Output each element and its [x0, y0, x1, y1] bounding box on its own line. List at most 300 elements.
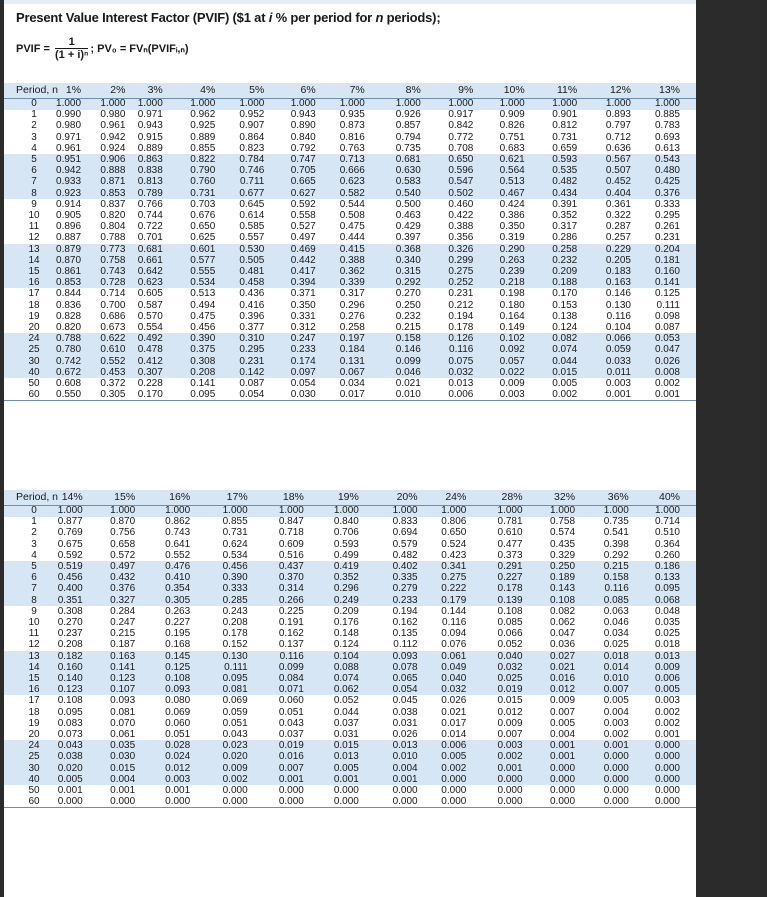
factor-cell: 0.009 [550, 695, 576, 707]
period-cell: 15 [28, 673, 40, 684]
factor-cell: 0.070 [110, 717, 136, 729]
factor-cell: 0.766 [137, 198, 163, 210]
period-cell: 14 [28, 254, 40, 266]
factor-cell: 0.126 [448, 333, 474, 345]
factor-cell: 0.659 [552, 142, 578, 154]
factor-cell: 0.552 [100, 355, 126, 367]
table-row [4, 707, 696, 718]
table-row [4, 763, 696, 774]
factor-cell: 0.016 [278, 751, 304, 763]
factor-cell: 0.009 [654, 661, 680, 673]
period-cell: 10 [28, 617, 40, 628]
factor-cell: 0.010 [392, 751, 418, 763]
factor-cell: 0.893 [605, 109, 631, 121]
factor-cell: 0.453 [100, 366, 126, 378]
rate-header: 24% [445, 491, 467, 503]
factor-cell: 0.456 [222, 561, 248, 572]
factor-cell: 0.331 [290, 310, 316, 322]
factor-cell: 0.423 [441, 549, 467, 561]
factor-cell: 0.021 [550, 661, 576, 673]
factor-cell: 0.396 [239, 310, 265, 322]
factor-cell: 0.544 [339, 198, 365, 210]
factor-cell: 0.275 [441, 572, 467, 584]
factor-cell: 0.853 [100, 187, 126, 199]
factor-cell: 0.351 [57, 594, 83, 606]
period-cell: 40 [28, 773, 40, 785]
factor-cell: 0.009 [222, 762, 248, 774]
factor-cell: 0.051 [165, 729, 191, 740]
factor-cell: 0.009 [499, 378, 525, 389]
factor-cell: 0.135 [392, 628, 418, 640]
table-row [4, 740, 696, 751]
factor-cell: 0.000 [497, 796, 523, 808]
period-cell: 3 [31, 538, 37, 550]
factor-cell: 0.460 [448, 198, 474, 210]
factor-cell: 0.052 [497, 639, 523, 651]
factor-cell: 0.141 [654, 277, 680, 289]
period-cell: 30 [28, 762, 40, 774]
factor-cell: 0.032 [448, 366, 474, 378]
factor-cell: 0.677 [239, 187, 265, 199]
factor-cell: 0.481 [239, 266, 265, 277]
factor-cell: 0.305 [100, 389, 126, 401]
factor-cell: 0.524 [441, 538, 467, 550]
factor-cell: 0.961 [100, 120, 126, 132]
factor-cell: 0.534 [190, 277, 216, 289]
period-cell: 15 [28, 266, 40, 277]
factor-cell: 0.822 [190, 154, 216, 165]
factor-cell: 0.623 [137, 277, 163, 289]
factor-cell: 0.661 [137, 254, 163, 266]
factor-cell: 0.082 [552, 333, 578, 345]
factor-cell: 0.788 [100, 232, 126, 244]
factor-cell: 0.270 [395, 288, 421, 300]
factor-cell: 0.097 [290, 366, 316, 378]
factor-cell: 0.054 [392, 684, 418, 696]
period-cell: 5 [31, 561, 37, 572]
factor-cell: 0.197 [339, 333, 365, 345]
factor-cell: 0.500 [395, 198, 421, 210]
period-cell: 24 [28, 740, 40, 752]
factor-cell: 0.108 [57, 695, 83, 707]
factor-cell: 0.614 [239, 210, 265, 221]
rate-header: 36% [607, 491, 629, 503]
factor-cell: 0.971 [56, 131, 82, 143]
factor-cell: 0.054 [239, 389, 265, 401]
table-row [4, 244, 696, 255]
factor-cell: 0.108 [550, 594, 576, 606]
factor-cell: 0.060 [165, 717, 191, 729]
factor-cell: 0.917 [448, 109, 474, 121]
factor-cell: 0.004 [110, 773, 136, 785]
factor-cell: 1.000 [550, 505, 576, 516]
factor-cell: 0.153 [552, 299, 578, 311]
title-prefix: Present Value Interest Factor (PVIF) ($1 at [16, 10, 269, 25]
factor-cell: 0.404 [605, 187, 631, 199]
factor-cell: 0.780 [56, 344, 82, 356]
factor-cell: 0.422 [448, 210, 474, 221]
factor-cell: 0.000 [603, 762, 629, 774]
table-row [4, 651, 696, 662]
factor-cell: 0.186 [654, 561, 680, 572]
period-cell: 17 [28, 695, 40, 707]
factor-cell: 0.088 [333, 661, 359, 673]
factor-cell: 0.060 [278, 695, 304, 707]
factor-cell: 0.783 [654, 120, 680, 132]
factor-cell: 0.015 [552, 366, 578, 378]
factor-cell: 0.178 [448, 322, 474, 333]
rate-header: 7% [349, 84, 365, 96]
factor-cell: 0.935 [339, 109, 365, 121]
rate-header: 40% [658, 491, 680, 503]
factor-cell: 0.513 [190, 288, 216, 300]
rate-header: 10% [503, 84, 525, 96]
table-row [4, 143, 696, 154]
factor-cell: 0.037 [278, 729, 304, 740]
factor-cell: 0.237 [57, 628, 83, 640]
formula-denominator: (1 + i)ⁿ [55, 49, 89, 61]
factor-cell: 0.499 [333, 549, 359, 561]
factor-cell: 0.494 [190, 299, 216, 311]
factor-cell: 0.000 [278, 796, 304, 808]
factor-cell: 0.073 [57, 729, 83, 740]
factor-cell: 0.574 [550, 527, 576, 539]
factor-cell: 0.952 [239, 109, 265, 121]
factor-cell: 0.877 [57, 516, 83, 528]
factor-cell: 0.728 [100, 277, 126, 289]
factor-cell: 0.731 [190, 187, 216, 199]
factor-cell: 0.683 [499, 142, 525, 154]
table-row [4, 505, 696, 516]
factor-cell: 0.005 [333, 762, 359, 774]
factor-cell: 0.516 [278, 549, 304, 561]
factor-cell: 0.507 [605, 165, 631, 177]
factor-cell: 0.350 [499, 221, 525, 233]
factor-cell: 0.141 [110, 661, 136, 673]
table-row [4, 188, 696, 199]
factor-cell: 0.046 [603, 617, 629, 628]
factor-cell: 0.108 [165, 673, 191, 684]
table-row [4, 561, 696, 572]
factor-cell: 0.943 [137, 120, 163, 132]
factor-cell: 0.376 [110, 583, 136, 595]
factor-cell: 1.000 [499, 98, 525, 109]
factor-cell: 0.239 [499, 266, 525, 277]
factor-cell: 0.001 [654, 729, 680, 740]
factor-cell: 0.011 [606, 366, 631, 378]
factor-cell: 0.016 [550, 673, 576, 684]
factor-cell: 0.627 [290, 187, 316, 199]
factor-cell: 0.855 [222, 516, 248, 528]
factor-cell: 0.943 [290, 109, 316, 121]
factor-cell: 0.463 [395, 210, 421, 221]
factor-cell: 0.645 [239, 198, 265, 210]
table-row [4, 572, 696, 583]
factor-cell: 0.095 [57, 706, 83, 718]
factor-cell: 0.557 [239, 232, 265, 244]
header-row [4, 83, 696, 98]
period-cell: 19 [28, 717, 40, 729]
factor-cell: 0.275 [448, 266, 474, 277]
period-cell: 60 [28, 796, 40, 808]
factor-cell: 0.870 [110, 516, 136, 528]
factor-cell: 0.317 [552, 221, 578, 233]
factor-cell: 0.025 [603, 639, 629, 651]
factor-cell: 0.009 [497, 717, 523, 729]
factor-cell: 0.187 [110, 639, 136, 651]
factor-cell: 0.005 [57, 773, 83, 785]
factor-cell: 0.299 [448, 254, 474, 266]
factor-cell: 0.227 [497, 572, 523, 584]
period-cell: 8 [31, 594, 37, 606]
factor-cell: 0.812 [552, 120, 578, 132]
period-cell: 9 [31, 198, 37, 210]
factor-cell: 0.703 [190, 198, 216, 210]
factor-cell: 0.873 [339, 120, 365, 132]
factor-cell: 0.194 [392, 605, 418, 617]
factor-cell: 0.083 [57, 717, 83, 729]
factor-cell: 0.582 [339, 187, 365, 199]
factor-cell: 0.002 [603, 729, 629, 740]
factor-cell: 0.475 [190, 310, 216, 322]
rate-header: 8% [405, 84, 421, 96]
factor-cell: 0.352 [333, 572, 359, 584]
factor-cell: 0.232 [395, 310, 421, 322]
factor-cell: 0.033 [605, 355, 631, 367]
factor-cell: 1.000 [100, 98, 126, 109]
factor-cell: 0.021 [395, 378, 421, 389]
factor-cell: 0.143 [550, 583, 576, 595]
factor-cell: 0.567 [605, 154, 631, 165]
factor-cell: 0.004 [550, 729, 576, 740]
factor-cell: 1.000 [448, 98, 474, 109]
factor-cell: 0.735 [395, 142, 421, 154]
factor-cell: 0.184 [339, 344, 365, 356]
factor-cell: 0.000 [654, 785, 680, 796]
factor-cell: 0.012 [497, 706, 523, 718]
factor-cell: 1.000 [333, 505, 359, 516]
factor-cell: 0.340 [395, 254, 421, 266]
table-row [4, 277, 696, 288]
factor-cell: 0.577 [190, 254, 216, 266]
factor-cell: 0.015 [110, 762, 136, 774]
table-row [4, 221, 696, 232]
factor-cell: 0.095 [190, 389, 216, 401]
factor-cell: 0.087 [239, 378, 265, 389]
period-cell: 7 [31, 176, 37, 188]
table-row [4, 673, 696, 684]
factor-cell: 0.059 [222, 706, 248, 718]
factor-cell: 0.174 [290, 355, 316, 367]
factor-cell: 0.018 [654, 639, 680, 651]
rate-header: 14% [61, 491, 83, 503]
factor-cell: 0.036 [550, 639, 576, 651]
factor-cell: 0.043 [278, 717, 304, 729]
factor-cell: 0.592 [290, 198, 316, 210]
period-cell: 4 [31, 549, 37, 561]
factor-cell: 0.792 [290, 142, 316, 154]
table-row [4, 527, 696, 538]
factor-cell: 0.000 [550, 762, 576, 774]
factor-cell: 0.432 [110, 572, 136, 584]
factor-cell: 0.784 [239, 154, 265, 165]
factor-cell: 0.250 [550, 561, 576, 572]
table-row [4, 639, 696, 650]
factor-cell: 0.312 [290, 322, 316, 333]
factor-cell: 0.007 [497, 729, 523, 740]
factor-cell: 0.258 [552, 243, 578, 255]
factor-cell: 0.758 [550, 516, 576, 528]
factor-cell: 0.535 [552, 165, 578, 177]
period-cell: 16 [28, 684, 40, 696]
factor-cell: 0.442 [290, 254, 316, 266]
factor-cell: 0.059 [605, 344, 631, 356]
factor-cell: 0.001 [333, 773, 359, 785]
period-cell: 18 [28, 706, 40, 718]
rate-header: 11% [557, 84, 578, 96]
factor-cell: 0.971 [137, 109, 163, 121]
factor-cell: 0.232 [552, 254, 578, 266]
factor-cell: 0.942 [56, 165, 82, 177]
factor-cell: 0.354 [165, 583, 191, 595]
factor-cell: 0.758 [100, 254, 126, 266]
factor-cell: 0.564 [499, 165, 525, 177]
factor-cell: 0.601 [190, 243, 216, 255]
factor-cell: 0.437 [278, 561, 304, 572]
title-suffix: periods); [383, 10, 441, 25]
factor-cell: 0.026 [392, 729, 418, 740]
factor-cell: 0.061 [441, 650, 467, 662]
factor-cell: 0.198 [499, 288, 525, 300]
factor-cell: 0.002 [654, 706, 680, 718]
factor-cell: 0.888 [100, 165, 126, 177]
factor-cell: 0.008 [654, 366, 680, 378]
table-row [4, 729, 696, 740]
factor-cell: 0.650 [448, 154, 474, 165]
factor-cell: 0.676 [190, 210, 216, 221]
formula-lhs: PVIF = [16, 42, 50, 55]
factor-cell: 0.000 [392, 796, 418, 808]
factor-cell: 0.296 [339, 299, 365, 311]
factor-cell: 0.001 [278, 773, 304, 785]
factor-cell: 0.731 [222, 527, 248, 539]
factor-cell: 0.181 [654, 254, 680, 266]
factor-cell: 0.229 [605, 243, 631, 255]
factor-cell: 0.000 [222, 796, 248, 808]
period-cell: 16 [28, 277, 40, 289]
factor-cell: 0.000 [550, 796, 576, 808]
factor-cell: 0.247 [290, 333, 316, 345]
factor-cell: 0.743 [100, 266, 126, 277]
factor-cell: 0.051 [278, 706, 304, 718]
factor-cell: 0.339 [339, 277, 365, 289]
factor-cell: 0.820 [56, 322, 82, 333]
factor-cell: 0.000 [603, 785, 629, 796]
factor-cell: 0.362 [339, 266, 365, 277]
factor-cell: 0.642 [137, 266, 163, 277]
factor-cell: 0.053 [654, 333, 680, 345]
period-cell: 9 [31, 605, 37, 617]
period-cell: 2 [31, 120, 37, 132]
factor-cell: 0.871 [100, 176, 126, 188]
table-row [4, 628, 696, 639]
factor-cell: 0.003 [654, 695, 680, 707]
factor-cell: 0.773 [100, 243, 126, 255]
factor-cell: 0.043 [57, 740, 83, 752]
table-row [4, 210, 696, 221]
factor-cell: 0.820 [100, 210, 126, 221]
factor-cell: 0.062 [550, 617, 576, 628]
factor-cell: 0.497 [290, 232, 316, 244]
factor-cell: 0.760 [190, 176, 216, 188]
factor-cell: 0.763 [339, 142, 365, 154]
factor-cell: 0.116 [604, 583, 629, 595]
factor-cell: 0.933 [56, 176, 82, 188]
factor-cell: 0.000 [654, 740, 680, 752]
factor-cell: 1.000 [137, 98, 163, 109]
factor-cell: 0.675 [57, 538, 83, 550]
factor-cell: 0.419 [333, 561, 359, 572]
factor-cell: 0.925 [190, 120, 216, 132]
factor-cell: 0.456 [190, 322, 216, 333]
factor-cell: 1.000 [165, 505, 191, 516]
factor-cell: 0.295 [239, 344, 265, 356]
factor-cell: 0.650 [190, 221, 216, 233]
factor-cell: 0.583 [395, 176, 421, 188]
factor-cell: 0.700 [100, 299, 126, 311]
factor-cell: 0.475 [339, 221, 365, 233]
factor-cell: 0.570 [137, 310, 163, 322]
factor-cell: 1.000 [605, 98, 631, 109]
factor-cell: 0.879 [56, 243, 82, 255]
factor-cell: 1.000 [190, 98, 216, 109]
period-cell: 17 [28, 288, 40, 300]
factor-cell: 1.000 [395, 98, 421, 109]
factor-cell: 0.081 [110, 706, 136, 718]
factor-cell: 0.250 [395, 299, 421, 311]
factor-cell: 0.116 [279, 650, 304, 662]
factor-cell: 0.714 [654, 516, 680, 528]
factor-cell: 0.188 [552, 277, 578, 289]
factor-cell: 0.000 [441, 785, 467, 796]
factor-cell: 0.587 [137, 299, 163, 311]
factor-cell: 0.057 [499, 355, 525, 367]
factor-cell: 0.630 [395, 165, 421, 177]
factor-cell: 0.508 [339, 210, 365, 221]
rate-header: 9% [458, 84, 474, 96]
factor-cell: 0.923 [56, 187, 82, 199]
rate-header: 32% [554, 491, 576, 503]
period-cell: 25 [28, 751, 40, 763]
factor-cell: 0.212 [448, 299, 474, 311]
factor-cell: 0.781 [497, 516, 523, 528]
factor-cell: 0.249 [333, 594, 359, 606]
factor-cell: 0.962 [190, 109, 216, 121]
factor-cell: 0.579 [392, 538, 418, 550]
factor-cell: 0.001 [654, 389, 680, 401]
factor-cell: 0.102 [499, 333, 525, 345]
factor-cell: 0.373 [497, 549, 523, 561]
factor-cell: 0.252 [448, 277, 474, 289]
factor-cell: 0.833 [392, 516, 418, 528]
factor-cell: 0.160 [57, 661, 83, 673]
factor-cell: 0.376 [654, 187, 680, 199]
factor-cell: 0.547 [448, 176, 474, 188]
factor-cell: 0.942 [100, 131, 126, 143]
rate-header: 3% [147, 84, 163, 96]
factor-cell: 0.063 [603, 605, 629, 617]
factor-cell: 0.066 [497, 628, 523, 640]
